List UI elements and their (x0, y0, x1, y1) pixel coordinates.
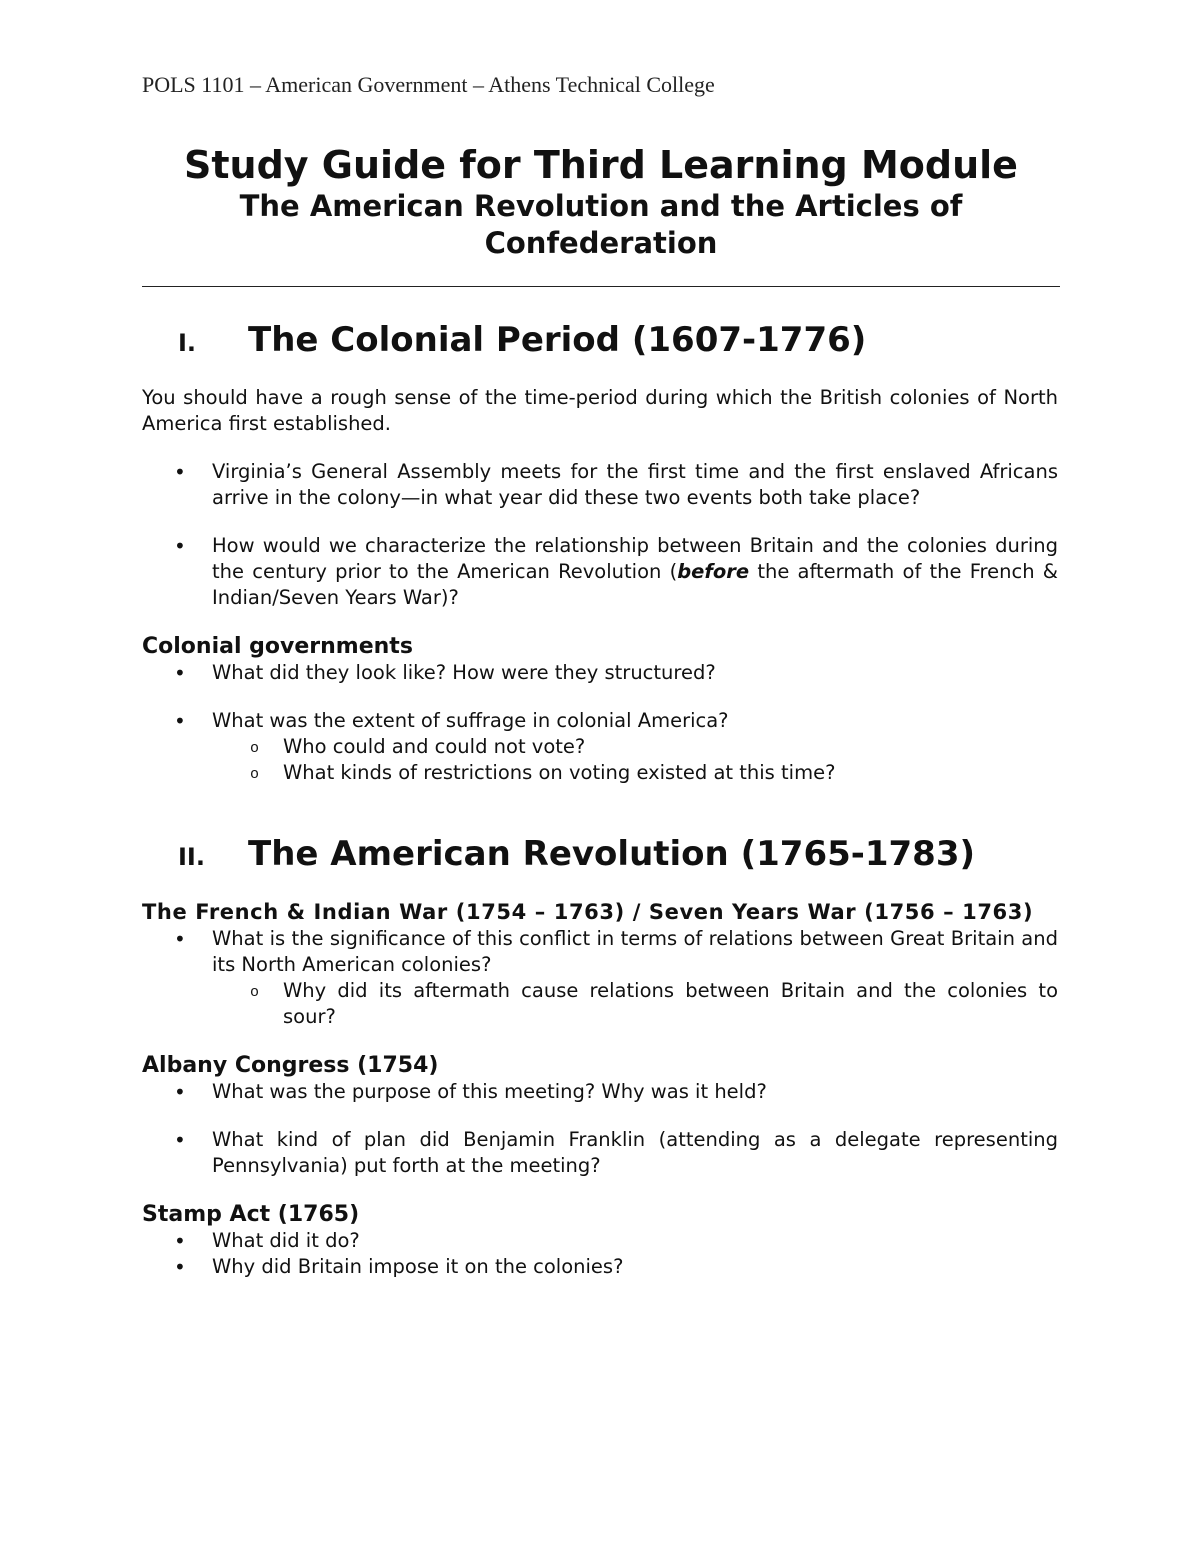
document-body (142, 318, 1058, 1280)
page-header: POLS 1101 – American Government – Athens Technical College (142, 72, 715, 97)
bullet-list (142, 533, 1058, 611)
document-subtitle: The American Revolution and the Articles of Confederation (239, 189, 963, 260)
bullet-list (142, 1127, 1058, 1179)
bullet-list (142, 660, 1058, 686)
list-item: • Virginia’s General Assembly meets for the first time and the first enslaved Africans arrive in the colony—in what year did these two events both take place? (142, 459, 1058, 511)
document-title: Study Guide for Third Learning Module (184, 143, 1018, 187)
list-item: • What did it do? (142, 1228, 1058, 1254)
sub-list-item: o Why did its aftermath cause relations between Britain and the colonies to sour? (212, 978, 1058, 1030)
subheading-albany-congress: Albany Congress (1754) (142, 1053, 439, 1078)
sub-list-item: o What kinds of restrictions on voting existed at this time? (212, 760, 1058, 786)
sub-list-item: o Who could and could not vote? (212, 734, 1058, 760)
section-heading-american-revolution (178, 832, 1058, 879)
list-item: • What is the significance of this conflict in terms of relations between Great Britain and its North American colonies? (142, 926, 1058, 978)
subheading-colonial-governments: Colonial governments (142, 634, 413, 659)
section-title: The American Revolution (1765-1783) (248, 834, 976, 874)
list-item: • What did they look like? How were they structured? (142, 660, 1058, 686)
sub-bullet-list (142, 734, 1058, 786)
section-number: II. (178, 843, 205, 871)
bullet-list (142, 1079, 1058, 1105)
list-item: • What kind of plan did Benjamin Franklin (attending as a delegate representing Pennsylvania) put forth at the meeting? (142, 1127, 1058, 1179)
list-item: • Why did Britain impose it on the colonies? (142, 1254, 1058, 1280)
section-number: I. (178, 329, 197, 357)
bullet-list (142, 459, 1058, 511)
subheading-french-indian-war: The French & Indian War (1754 – 1763) / Seven Years War (1756 – 1763) (142, 900, 1034, 924)
bullet-list (142, 1228, 1058, 1280)
bullet-list (142, 708, 1058, 734)
section-intro: You should have a rough sense of the time-period during which the British colonies of North America first established. (142, 386, 1058, 435)
sub-bullet-list (142, 978, 1058, 1030)
section-title: The Colonial Period (1607-1776) (248, 320, 867, 360)
emphasis-text: before (677, 560, 750, 583)
subheading-stamp-act: Stamp Act (1765) (142, 1202, 360, 1227)
title-block (142, 142, 1060, 262)
list-item: • How would we characterize the relationship between Britain and the colonies during the century prior to the American Revolution (before the aftermath of the French & Indian/Seven Years War)? (142, 533, 1058, 611)
list-item: • What was the extent of suffrage in colonial America? (142, 708, 1058, 734)
horizontal-rule (142, 286, 1060, 287)
section-heading-colonial-period (178, 318, 1058, 365)
list-item: • What was the purpose of this meeting? Why was it held? (142, 1079, 1058, 1105)
bullet-list (142, 926, 1058, 978)
